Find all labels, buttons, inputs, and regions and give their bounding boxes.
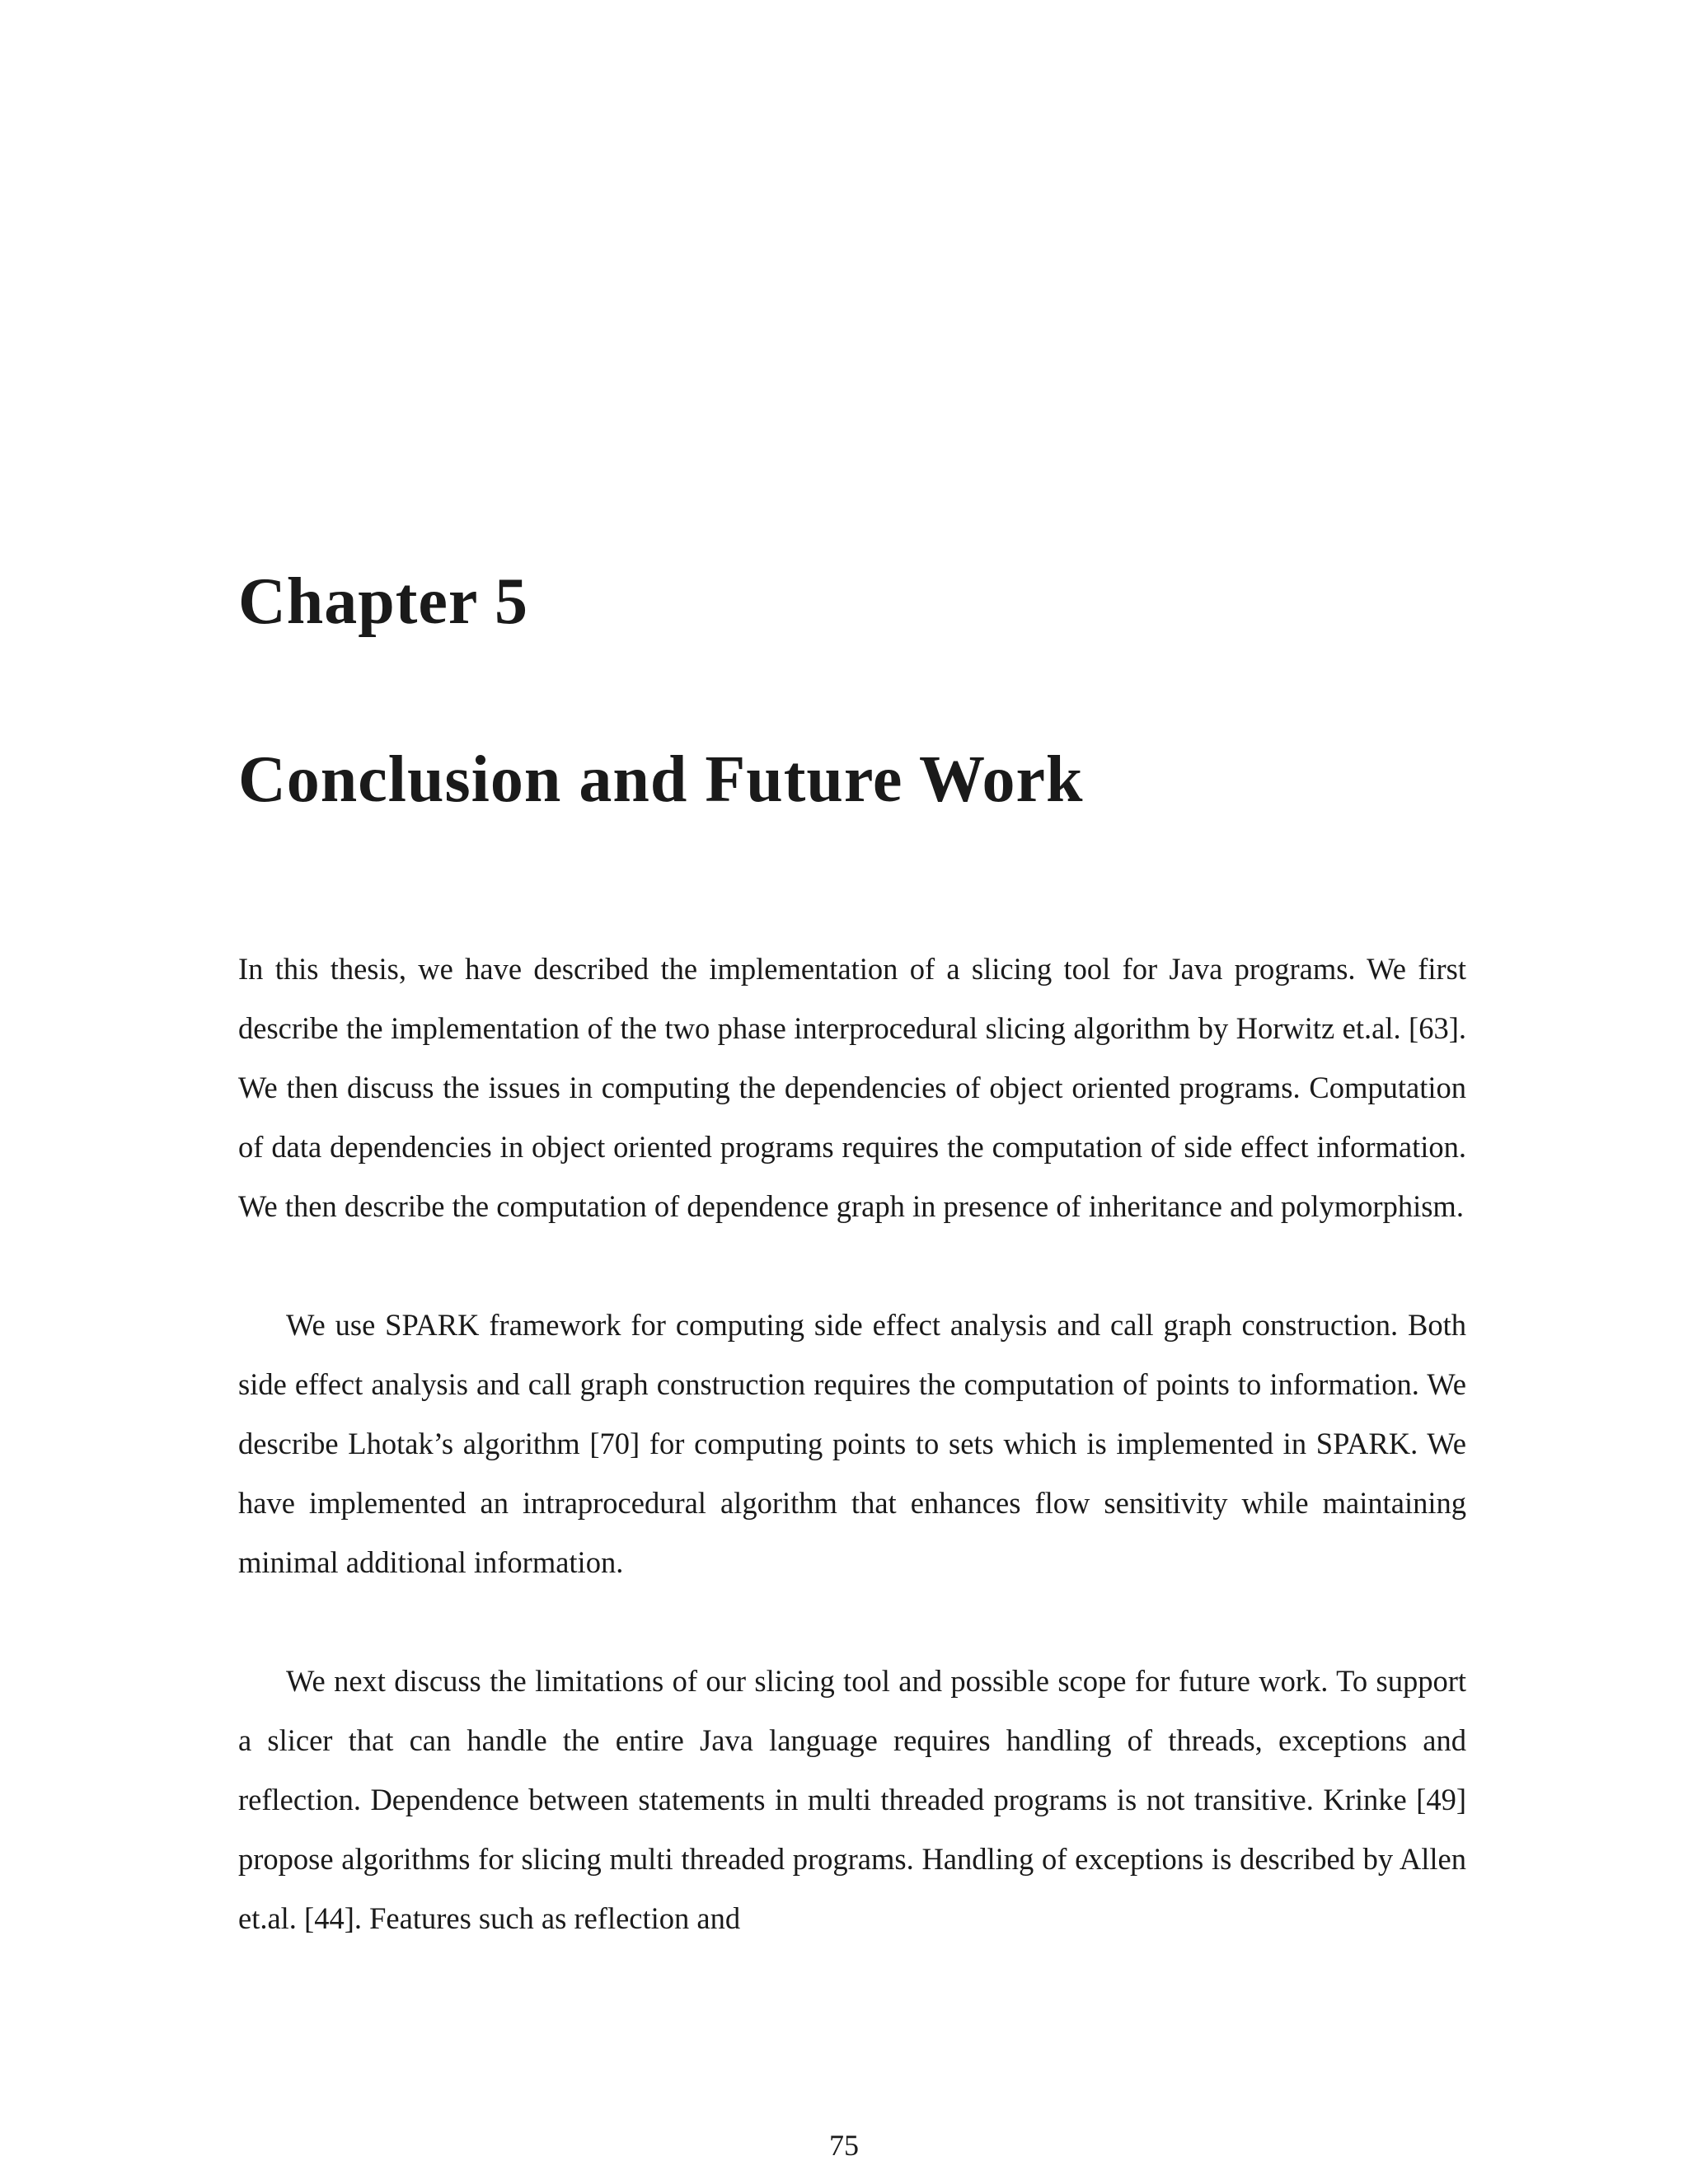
chapter-label: Chapter 5 — [238, 565, 528, 638]
paragraph-spark: We use SPARK framework for computing side effect analysis and call graph construction. Both side effect analysis and call graph construction requires the computation of points to information. We describe Lhotak’s algorithm [70] for computing points to sets which is implemented in SPARK. We have implemented an intraprocedural algorithm that enhances flow sensitivity while maintaining minimal additional information. — [238, 1308, 1466, 1579]
chapter-title: Conclusion and Future Work — [238, 743, 1084, 816]
paragraph-future-work: We next discuss the limitations of our slicing tool and possible scope for future work. To support a slicer that can handle the entire Java language requires handling of threads, exceptions and reflection. Dependence between statements in multi threaded programs is not transitive. Krinke [49] propose algorithms for slicing multi threaded programs. Handling of exceptions is described by Allen et.al. [44]. Features such as reflection and — [238, 1664, 1466, 1935]
page-number: 75 — [829, 2129, 859, 2162]
paragraph-summary: In this thesis, we have described the implementation of a slicing tool for Java programs. We first describe the implementation of the two phase interprocedural slicing algorithm by Horwitz et.al. [63]. We then discuss the issues in computing the dependencies of object oriented programs. Computation of data dependencies in object oriented programs requires the computation of side effect information. We then describe the computation of dependence graph in presence of inheritance and polymorphism. — [238, 952, 1466, 1223]
body-text — [238, 940, 1466, 1948]
